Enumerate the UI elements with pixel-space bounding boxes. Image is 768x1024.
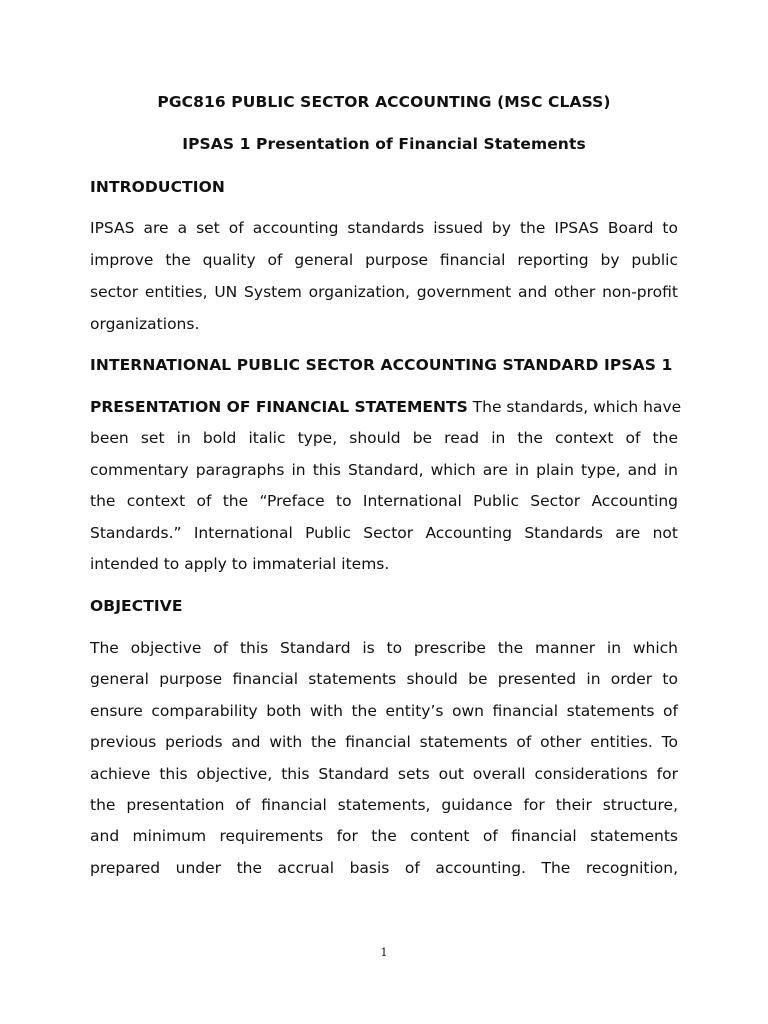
introduction-line: IPSAS are a set of accounting standards issued by the IPSAS Board to	[90, 219, 678, 237]
standard-heading: INTERNATIONAL PUBLIC SECTOR ACCOUNTING STANDARD IPSAS 1	[90, 356, 673, 374]
presentation-line: the context of the “Preface to International Public Sector Accounting	[90, 492, 678, 510]
introduction-heading: INTRODUCTION	[90, 178, 225, 196]
introduction-line: improve the quality of general purpose financial reporting by public	[90, 251, 678, 269]
objective-line: prepared under the accrual basis of accounting. The recognition,	[90, 859, 678, 877]
presentation-line: Standards.” International Public Sector Accounting Standards are not	[90, 524, 678, 542]
presentation-line: been set in bold italic type, should be read in the context of the	[90, 429, 678, 447]
presentation-first-line	[90, 398, 682, 416]
presentation-line: intended to apply to immaterial items.	[90, 555, 390, 573]
objective-heading: OBJECTIVE	[90, 597, 183, 615]
page-number: 1	[380, 946, 388, 959]
objective-line: the presentation of financial statements, guidance for their structure,	[90, 796, 678, 814]
objective-line: ensure comparability both with the entity’s own financial statements of	[90, 702, 678, 720]
presentation-line: commentary paragraphs in this Standard, which are in plain type, and in	[90, 461, 678, 479]
objective-line: and minimum requirements for the content of financial statements	[90, 827, 678, 845]
objective-line: achieve this objective, this Standard sets out overall considerations for	[90, 765, 678, 783]
document-subtitle: IPSAS 1 Presentation of Financial Statements	[182, 135, 586, 153]
presentation-lead: PRESENTATION OF FINANCIAL STATEMENTS	[90, 398, 468, 416]
introduction-line: sector entities, UN System organization, government and other non-profit	[90, 283, 678, 301]
presentation-first-line-rest: The standards, which have	[467, 398, 682, 416]
introduction-line: organizations.	[90, 315, 200, 333]
objective-line: previous periods and with the financial statements of other entities. To	[90, 733, 678, 751]
objective-line: general purpose financial statements should be presented in order to	[90, 670, 678, 688]
document-title: PGC816 PUBLIC SECTOR ACCOUNTING (MSC CLASS)	[157, 93, 611, 111]
objective-line: The objective of this Standard is to prescribe the manner in which	[90, 639, 678, 657]
